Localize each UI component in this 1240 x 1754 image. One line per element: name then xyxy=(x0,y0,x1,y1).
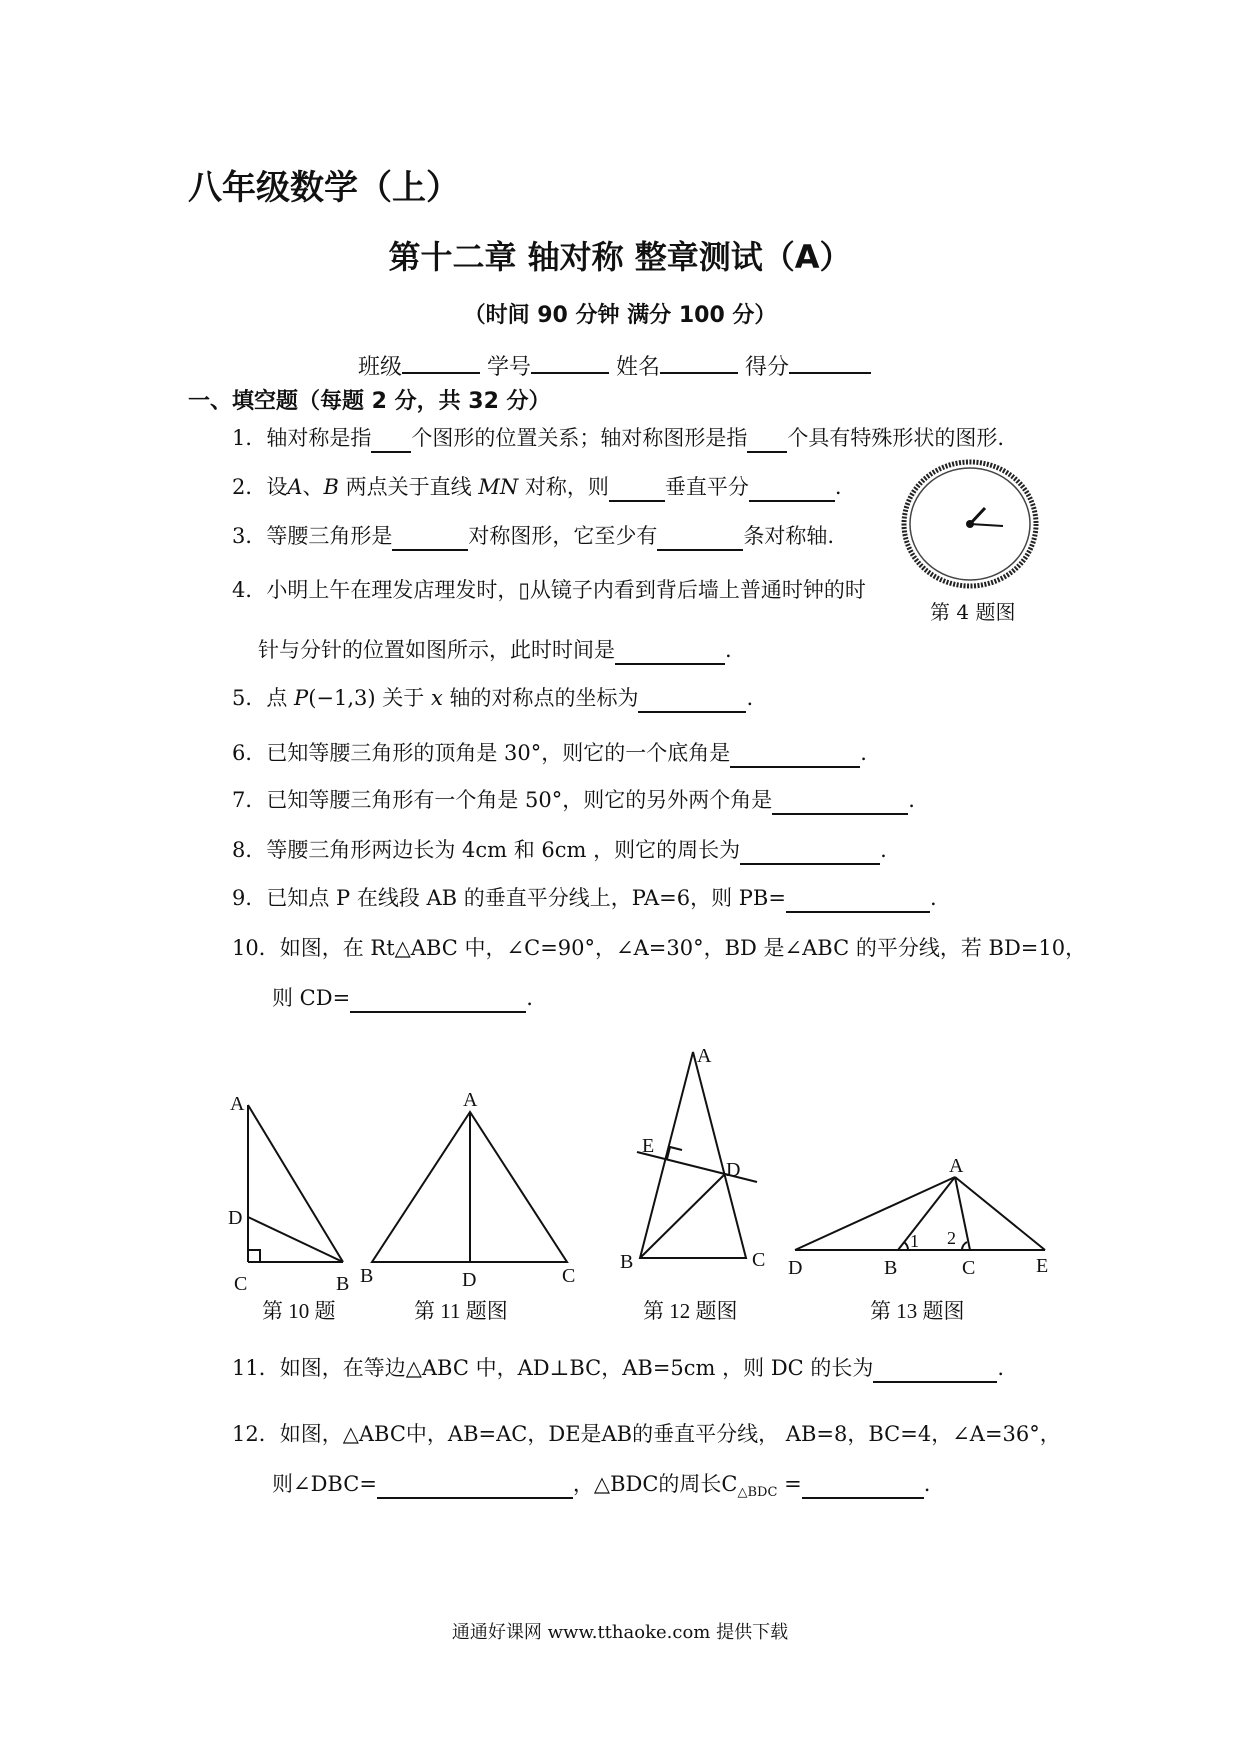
fig12-label-e: E xyxy=(642,1135,655,1157)
q4-text-b: 针与分针的位置如图所示，此时时间是 xyxy=(258,638,615,662)
q12-blank-2[interactable] xyxy=(802,1472,924,1499)
name-label: 姓名 xyxy=(616,355,661,380)
fig11-label-b: B xyxy=(360,1265,374,1287)
q2-text-b: 两点关于直线 xyxy=(338,475,479,499)
fig12-label-c: C xyxy=(752,1249,766,1271)
q7-text-b: . xyxy=(908,788,915,812)
q6-text-a: 6．已知等腰三角形的顶角是 30°，则它的一个底角是 xyxy=(232,741,731,765)
q12-text-c: ，△BDC的周长C xyxy=(572,1472,738,1496)
page-footer: 通通好课网 www.tthaoke.com 提供下载 xyxy=(451,1622,789,1643)
q12-text-a: 12．如图，△ABC中，AB=AC，DE是AB的垂直平分线， AB=8，BC=4，∠A=36°， xyxy=(232,1422,1061,1446)
score-label: 得分 xyxy=(745,355,790,380)
q2-text-a: 2．设 xyxy=(232,475,288,499)
q6-text-b: . xyxy=(860,741,867,765)
fig12-label-b: B xyxy=(620,1251,634,1273)
question-12-line-1 xyxy=(232,1422,1061,1447)
grade-label: 八年级数学（上） xyxy=(188,168,460,208)
fig10-caption: 第 10 题 xyxy=(262,1299,336,1323)
q11-blank[interactable] xyxy=(873,1356,997,1383)
q5-text-d: . xyxy=(746,686,754,710)
fig11-label-d: D xyxy=(462,1269,477,1291)
q2-separator: 、 xyxy=(302,475,324,499)
student-id-label: 学号 xyxy=(487,355,532,380)
q5-text-a: 5．点 xyxy=(232,686,295,710)
q8-text-b: . xyxy=(880,838,887,862)
class-label: 班级 xyxy=(358,355,403,380)
fig12-label-a: A xyxy=(697,1045,712,1067)
fig13-label-e: E xyxy=(1036,1255,1049,1277)
q3-text-c: 条对称轴. xyxy=(743,524,835,548)
q5-text-c: 轴的对称点的坐标为 xyxy=(442,686,639,710)
q7-text-a: 7．已知等腰三角形有一个角是 50°，则它的另外两个角是 xyxy=(232,788,773,812)
fig13-label-c: C xyxy=(962,1257,976,1279)
q11-text-b: . xyxy=(997,1356,1005,1380)
q10-text-a: 10．如图，在 Rt△ABC 中，∠C=90°，∠A=30°，BD 是∠ABC 的平分线，若 BD=10， xyxy=(232,936,1087,960)
q9-text-b: . xyxy=(929,886,937,910)
q1-text-b: 个图形的位置关系；轴对称图形是指 xyxy=(411,426,748,450)
q5-text-b: 关于 xyxy=(375,686,431,710)
fig12-right-angle-mark xyxy=(667,1147,682,1159)
fig13-angle-1-arc xyxy=(904,1242,908,1250)
figure-11 xyxy=(372,1112,567,1262)
q10-text-c: . xyxy=(526,986,533,1010)
fig11-label-a: A xyxy=(463,1089,478,1111)
fig10-label-b: B xyxy=(336,1273,350,1295)
q2-text-d: 垂直平分 xyxy=(664,475,749,499)
q2-point-b: B xyxy=(323,475,339,499)
fig13-label-b: B xyxy=(884,1257,898,1279)
q5-coordinates: (−1,3) xyxy=(308,686,376,710)
q12-text-b: 则∠DBC= xyxy=(272,1472,377,1496)
q1-text-c: 个具有特殊形状的图形. xyxy=(787,426,1005,450)
fig12-caption: 第 12 题图 xyxy=(643,1299,738,1323)
fig10-label-a: A xyxy=(230,1093,245,1115)
q5-x-axis: x xyxy=(430,686,443,710)
q5-point-p: P xyxy=(294,686,309,710)
q4-text-a: 4．小明上午在理发店理发时，▯从镜子内看到背后墙上普通时钟的时 xyxy=(232,578,866,602)
q9-text-a: 9．已知点 P 在线段 AB 的垂直平分线上，PA=6，则 PB= xyxy=(232,886,786,910)
fig13-angle-2-arc xyxy=(962,1242,967,1250)
fig13-label-a: A xyxy=(949,1155,964,1177)
q2-text-c: 对称，则 xyxy=(518,475,609,499)
fig12-segment-bd xyxy=(640,1174,725,1258)
q12-blank-1[interactable] xyxy=(377,1472,573,1499)
q8-text-a: 8．等腰三角形两边长为 4cm 和 6cm ，则它的周长为 xyxy=(232,838,741,862)
q11-text-a: 11．如图，在等边△ABC 中，AD⊥BC，AB=5cm ，则 DC 的长为 xyxy=(232,1356,874,1380)
page-subtitle: （时间 90 分钟 满分 100 分） xyxy=(463,303,777,328)
q3-text-a: 3．等腰三角形是 xyxy=(232,524,393,548)
figure-13 xyxy=(795,1177,1045,1250)
q12-subscript: △BDC xyxy=(737,1485,778,1501)
fig13-angle-1-label: 1 xyxy=(910,1231,919,1251)
q4-text-c: . xyxy=(725,638,732,662)
q3-text-b: 对称图形，它至少有 xyxy=(468,524,658,548)
q12-text-e: . xyxy=(923,1472,931,1496)
figure-12 xyxy=(637,1052,757,1258)
figure-10 xyxy=(248,1105,343,1262)
fig12-label-d: D xyxy=(726,1159,741,1181)
fig12-triangle xyxy=(640,1052,746,1258)
question-12-line-2 xyxy=(272,1472,930,1501)
q1-text-a: 1．轴对称是指 xyxy=(232,426,372,450)
fig13-segment-ad xyxy=(795,1177,955,1250)
fig11-caption: 第 11 题图 xyxy=(414,1299,508,1323)
fig13-angle-2-label: 2 xyxy=(947,1228,956,1248)
fig10-label-d: D xyxy=(228,1207,243,1229)
q2-point-a: A xyxy=(287,475,303,499)
page-title: 第十二章 轴对称 整章测试（A） xyxy=(388,238,852,276)
fig13-label-d: D xyxy=(788,1257,803,1279)
q2-text-e: . xyxy=(834,475,842,499)
fig10-label-c: C xyxy=(234,1273,248,1295)
section-heading: 一、填空题（每题 2 分，共 32 分） xyxy=(188,389,551,414)
q10-text-b: 则 CD= xyxy=(272,986,351,1010)
q2-line-mn: MN xyxy=(478,475,519,499)
fig11-label-c: C xyxy=(562,1265,576,1287)
fig10-right-angle-mark xyxy=(248,1250,260,1262)
question-11 xyxy=(232,1356,1004,1383)
q12-text-d: = xyxy=(777,1472,802,1496)
q4-figure-caption: 第 4 题图 xyxy=(930,600,1016,624)
fig13-caption: 第 13 题图 xyxy=(870,1299,965,1323)
